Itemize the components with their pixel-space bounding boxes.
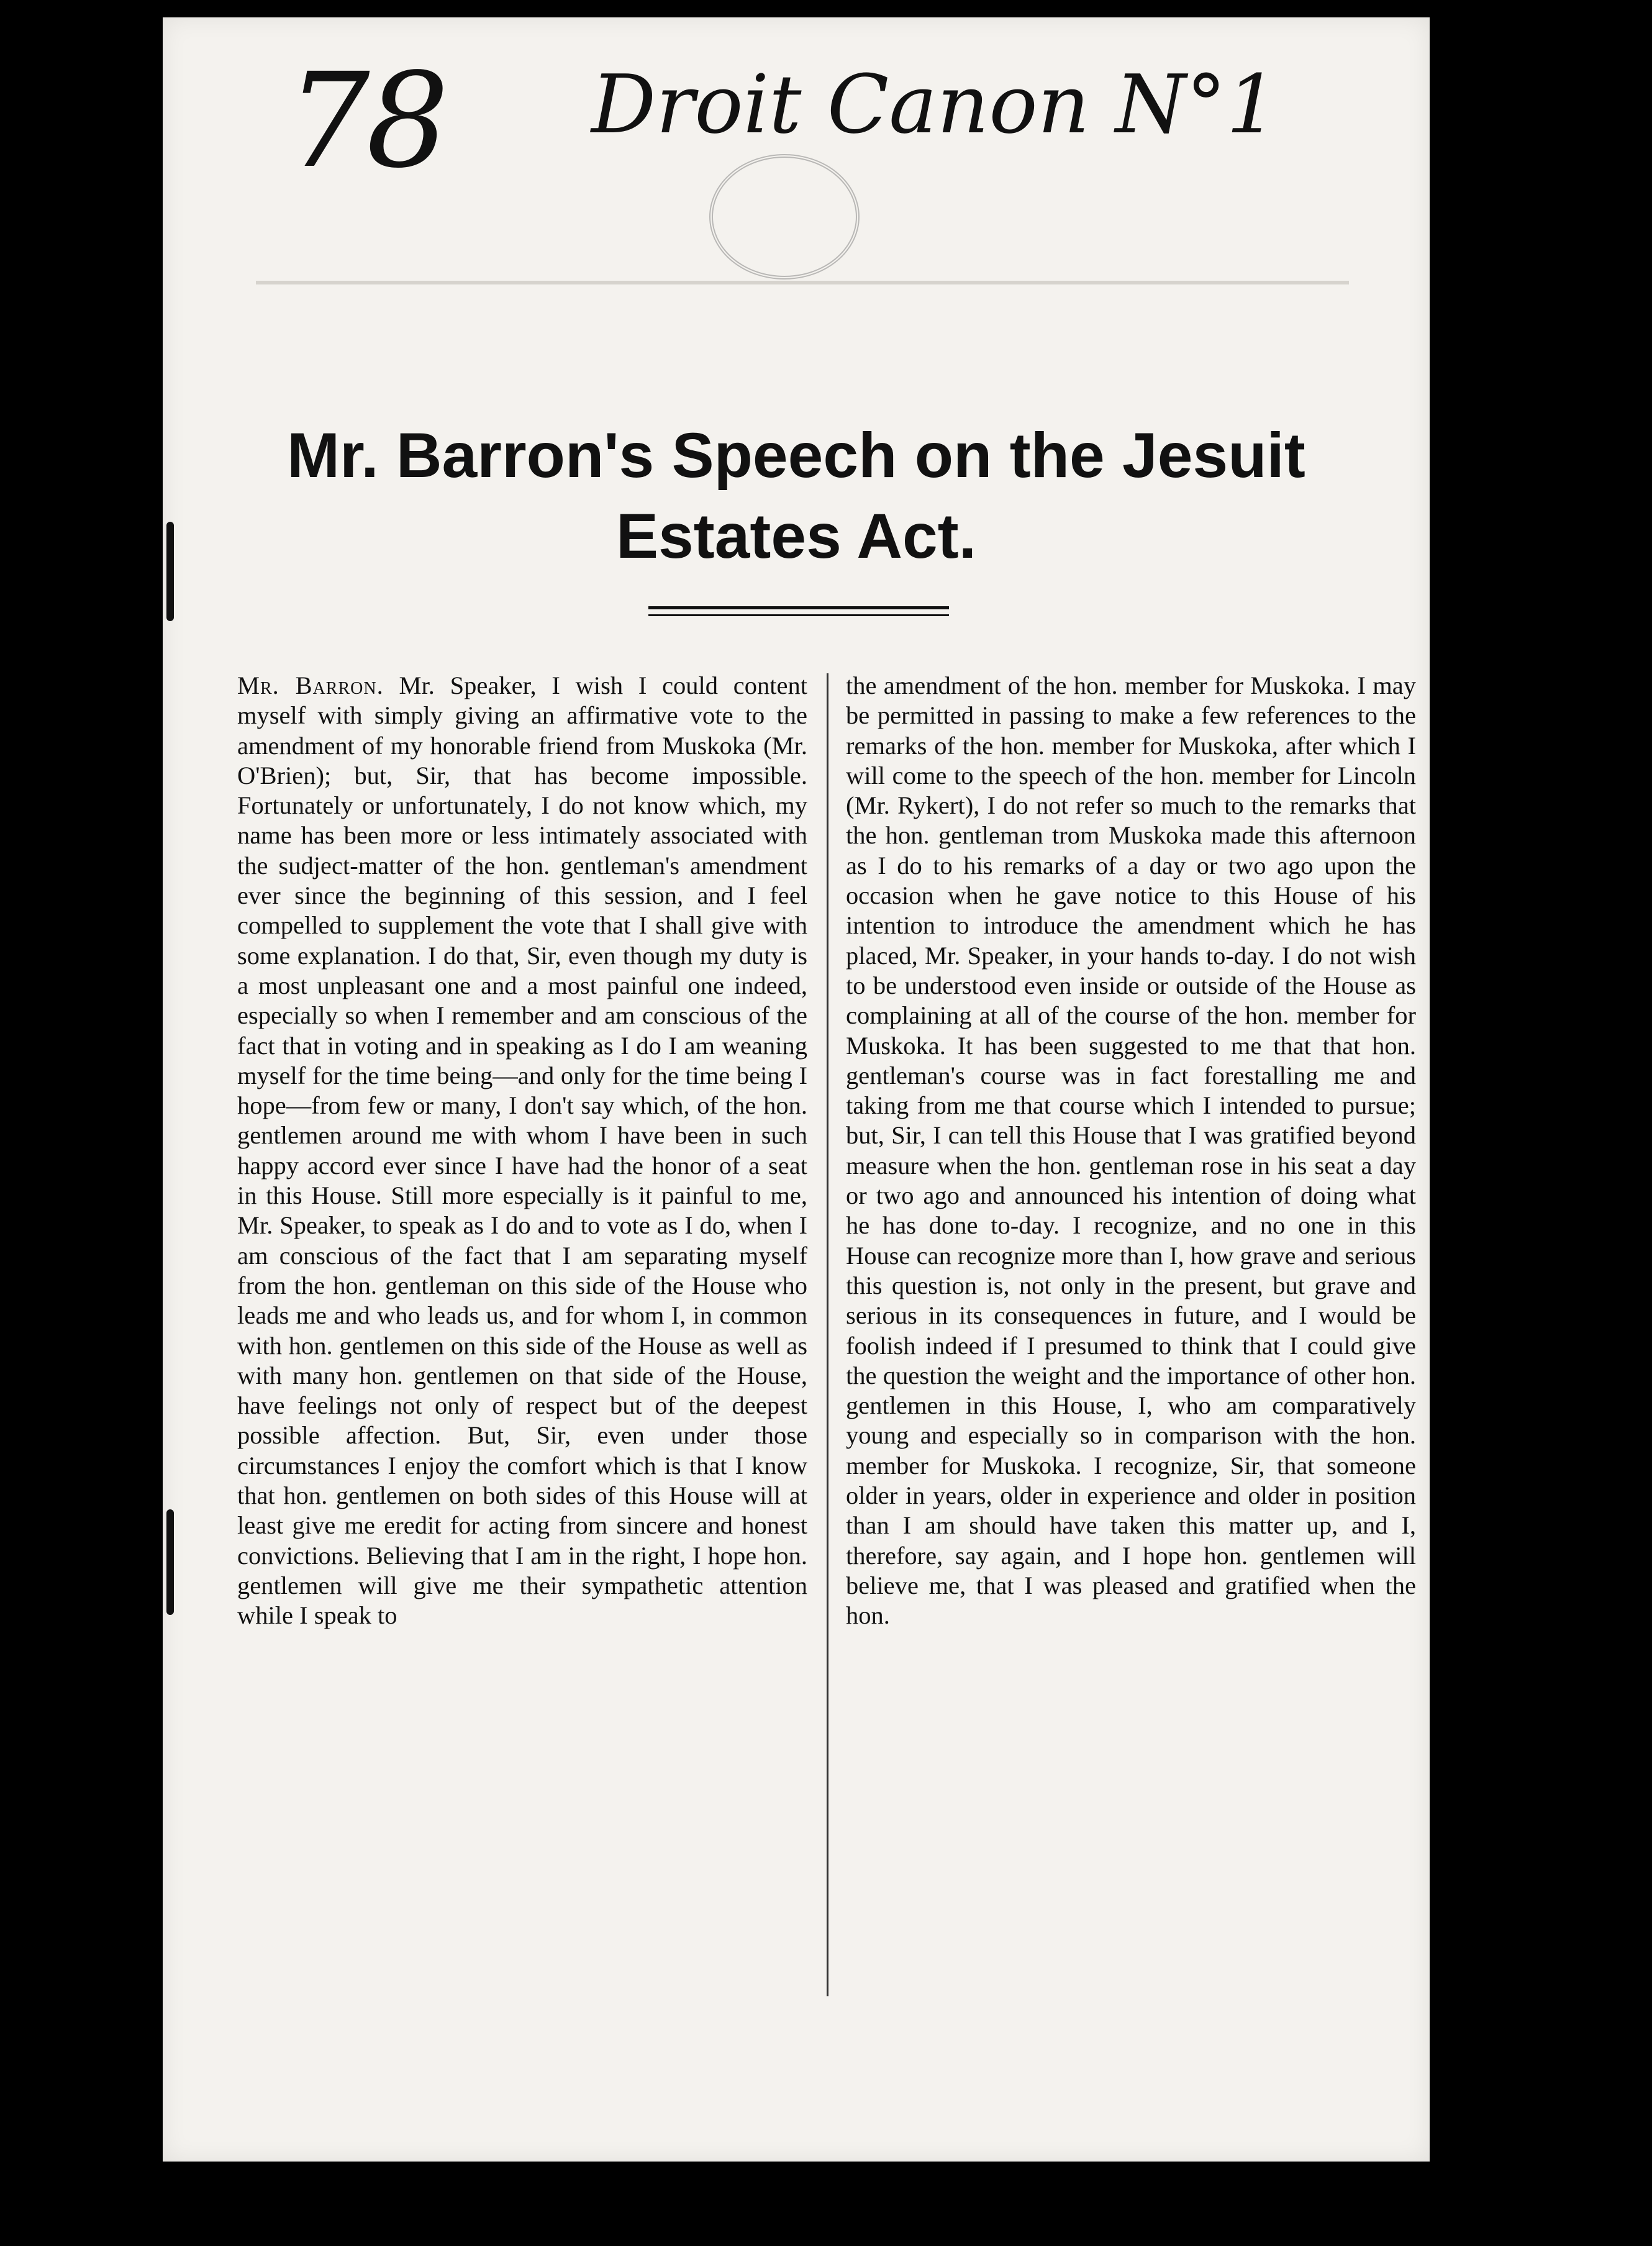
handwritten-note: Droit Canon N°1 [591, 57, 1278, 152]
handwritten-number: 78 [287, 45, 446, 197]
title-rule [648, 606, 949, 616]
page-title [237, 415, 1355, 576]
title-line-2: Estates Act. [615, 501, 977, 571]
right-column [846, 671, 1416, 1631]
library-stamp [709, 154, 860, 280]
title-line-1: Mr. Barron's Speech on the Jesuit [287, 420, 1305, 491]
document-page [163, 17, 1430, 2162]
binding-mark [166, 1509, 174, 1615]
speaker-name: Mr. Barron. [237, 671, 384, 699]
bleed-through-rule [256, 281, 1349, 284]
column-divider [827, 673, 828, 1996]
left-column-text: Mr. Speaker, I wish I could content myself with simply giving an affirmative vote to the amendment of my honorable friend from Muskoka (Mr. O'Brien); but, Sir, that has become impossible. Fortunately or unfortunately, I do not know which, my name has been more or less intimately associated with the sudject-matter of the hon. gentleman's amendment ever since the beginning of this session, and I feel compelled to supplement the vote that I shall give with some explanation. I do that, Sir, even though my duty is a most unpleasant one and a most painful one indeed, especially so when I remember and am conscious of the fact that in voting and in speaking as I do I am weaning myself for the time being—and only for the time being I hope—from few or many, I don't say which, of the hon. gentlemen around me with whom I have been in such happy accord ever since I have had the honor of a seat in this House. Still more especially is it painful to me, Mr. Speaker, to speak as I do and to vote as I do, when I am conscious of the fact that I am separating myself from the hon. gentleman on this side of the House who leads me and who leads us, and for whom I, in common with hon. gentlemen on this side of the House as well as with many hon. gentlemen on that side of the House, have feelings not only of respect but of the deepest possible affection. But, Sir, even under those circumstances I enjoy the comfort which is that I know that hon. gentlemen on both sides of this House will at least give me eredit for acting from sincere and honest convictions. Believing that I am in the right, I hope hon. gentlemen will give me their sympathetic attention while I speak to [237, 671, 808, 1630]
right-column-text: the amendment of the hon. member for Muskoka. I may be permitted in passing to make a few references to the remarks of the hon. member for Muskoka, after which I will come to the speech of the hon. member for Lincoln (Mr. Rykert), I do not refer so much to the remarks that the hon. gentleman trom Muskoka made this afternoon as I do to his remarks of a day or two ago upon the occasion when he gave notice to this House of his intention to introduce the amendment which he has placed, Mr. Speaker, in your hands to-day. I do not wish to be understood even inside or outside of the House as complaining at all of the course of the hon. member for Muskoka. It has been suggested to me that that hon. gentleman's course was in fact forestalling me and taking from me that course which I intended to pursue; but, Sir, I can tell this House that I was gratified beyond measure when the hon. gentleman rose in his seat a day or two ago and announced his intention of doing what he has done to-day. I recognize, and no one in this House can recognize more than I, how grave and serious this question is, not only in the present, but grave and serious in its consequences in future, and I would be foolish indeed if I presumed to think that I could give the question the weight and the importance of other hon. gentlemen in this House, I, who am comparatively young and especially so in comparison with the hon. member for Muskoka. I recognize, Sir, that someone older in years, older in experience and older in position than I am should have taken this matter up, and I, therefore, say again, and I hope hon. gentlemen will believe me, that I was pleased and gratified when the hon. [846, 671, 1416, 1630]
left-column [237, 671, 807, 1631]
binding-mark [166, 522, 174, 621]
